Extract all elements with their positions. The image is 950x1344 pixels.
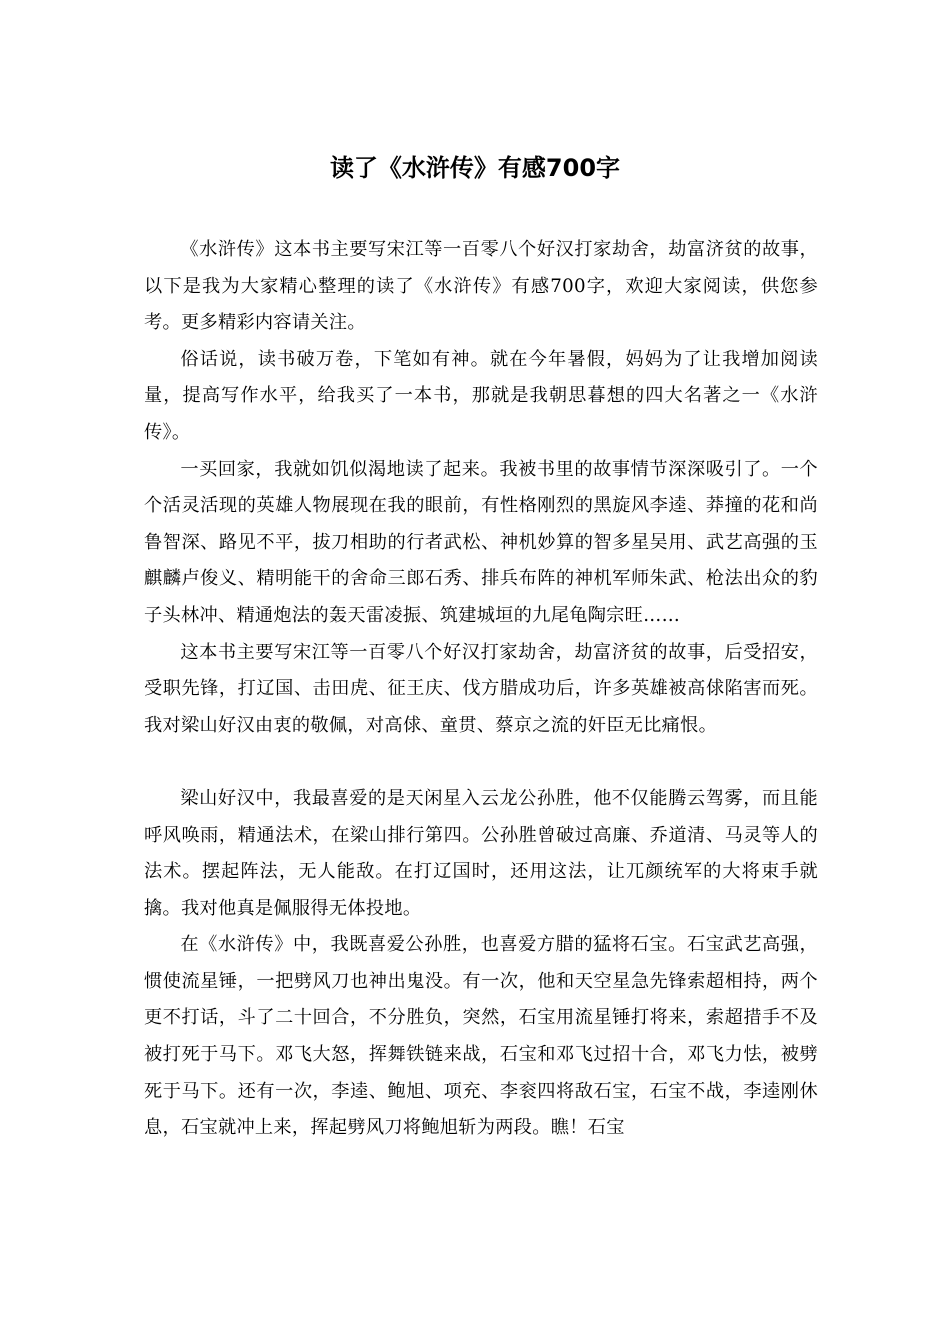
paragraph-gongsun-sheng: 梁山好汉中，我最喜爱的是天闲星入云龙公孙胜，他不仅能腾云驾雾，而且能呼风唤雨，精通法术，在梁山排行第四。公孙胜曾破过高廉、乔道清、马灵等人的法术。摆起阵法，无人能敌。在打辽国时，还用这法，让兀颜统军的大将束手就擒。我对他真是佩服得无体投地。 — [144, 787, 818, 919]
paragraph-intro: 《水浒传》这本书主要写宋江等一百零八个好汉打家劫舍，劫富济贫的故事，以下是我为大家精心整理的读了《水浒传》有感700字，欢迎大家阅读，供您参考。更多精彩内容请关注。 — [144, 239, 818, 334]
paragraph-story-summary: 这本书主要写宋江等一百零八个好汉打家劫舍，劫富济贫的故事，后受招安，受职先锋，打辽国、击田虎、征王庆、伐方腊成功后，许多英雄被高俅陷害而死。我对梁山好汉由衷的敬佩，对高俅、童贯、蔡京之流的奸臣无比痛恨。 — [144, 641, 818, 736]
paragraph-heroes: 一买回家，我就如饥似渴地读了起来。我被书里的故事情节深深吸引了。一个个活灵活现的英雄人物展现在我的眼前，有性格刚烈的黑旋风李逵、莽撞的花和尚鲁智深、路见不平，拔刀相助的行者武松、神机妙算的智多星吴用、武艺高强的玉麒麟卢俊义、精明能干的舍命三郎石秀、排兵布阵的神机军师朱武、枪法出众的豹子头林冲、精通炮法的轰天雷凌振、筑建城垣的九尾龟陶宗旺…… — [144, 458, 818, 626]
paragraph-shi-bao: 在《水浒传》中，我既喜爱公孙胜，也喜爱方腊的猛将石宝。石宝武艺高强，惯使流星锤，一把劈风刀也神出鬼没。有一次，他和天空星急先锋索超相持，两个更不打话，斗了二十回合，不分胜负，突然，石宝用流星锤打将来，索超措手不及被打死于马下。邓飞大怒，挥舞铁链来战，石宝和邓飞过招十合，邓飞力怯，被劈死于马下。还有一次，李逵、鲍旭、项充、李衮四将敌石宝，石宝不战，李逵刚休息，石宝就冲上来，挥起劈风刀将鲍旭斩为两段。瞧！石宝 — [144, 934, 818, 1139]
document-title: 读了《水浒传》有感700字 — [329, 154, 621, 182]
document-body — [144, 232, 818, 1147]
paragraph-reading: 俗话说，读书破万卷，下笔如有神。就在今年暑假，妈妈为了让我增加阅读量，提高写作水平，给我买了一本书，那就是我朝思暮想的四大名著之一《水浒传》。 — [144, 348, 818, 443]
